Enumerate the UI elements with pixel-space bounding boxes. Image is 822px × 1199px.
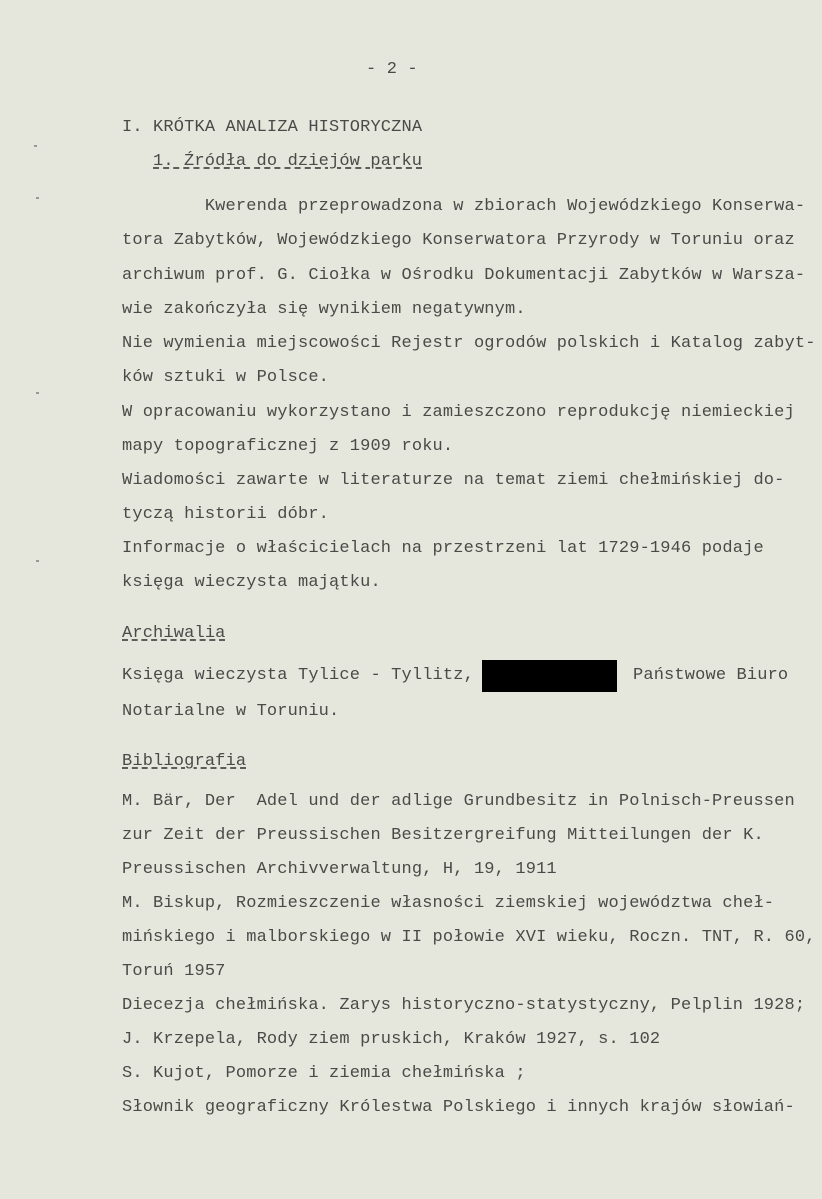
body-line: księga wieczysta majątku.	[122, 573, 381, 592]
body-line: Wiadomości zawarte w literaturze na temat ziemi chełmińskiej do-	[122, 471, 785, 490]
body-line: ków sztuki w Polsce.	[122, 368, 330, 387]
bibliography-line: zur Zeit der Preussischen Besitzergreifung Mitteilungen der K.	[122, 826, 764, 845]
bibliography-line: Toruń 1957	[122, 962, 226, 981]
margin-mark	[34, 145, 37, 147]
body-line: W opracowaniu wykorzystano i zamieszczono reprodukcję niemieckiej	[122, 403, 795, 422]
page-number: - 2 -	[366, 60, 418, 79]
body-line: archiwum prof. G. Ciołka w Ośrodku Dokumentacji Zabytków w Warsza-	[122, 266, 806, 285]
bibliography-line: mińskiego i malborskiego w II połowie XVI wieku, Roczn. TNT, R. 60,	[122, 928, 816, 947]
margin-mark	[36, 197, 39, 199]
body-line: Nie wymienia miejscowości Rejestr ogrodów polskich i Katalog zabyt-	[122, 334, 816, 353]
archiwalia-line: Państwowe Biuro	[633, 666, 789, 685]
subsection-heading: 1. Źródła do dziejów parku	[153, 152, 423, 171]
body-line: wie zakończyła się wynikiem negatywnym.	[122, 300, 526, 319]
margin-mark	[36, 392, 39, 394]
bibliography-line: Preussischen Archivverwaltung, H, 19, 1911	[122, 860, 557, 879]
archiwalia-line: Księga wieczysta Tylice - Tyllitz,	[122, 666, 474, 685]
body-line: Informacje o właścicielach na przestrzeni lat 1729-1946 podaje	[122, 539, 764, 558]
body-line: Kwerenda przeprowadzona w zbiorach Wojewódzkiego Konserwa-	[122, 197, 806, 216]
archiwalia-heading: Archiwalia	[122, 624, 226, 643]
redaction-box	[482, 660, 617, 692]
margin-mark	[36, 560, 39, 562]
archiwalia-line: Notarialne w Toruniu.	[122, 702, 340, 721]
bibliography-line: M. Bär, Der Adel und der adlige Grundbesitz in Polnisch-Preussen	[122, 792, 795, 811]
section-heading: I. KRÓTKA ANALIZA HISTORYCZNA	[122, 118, 423, 137]
bibliography-line: Słownik geograficzny Królestwa Polskiego i innych krajów słowiań-	[122, 1098, 795, 1117]
body-line: tora Zabytków, Wojewódzkiego Konserwatora Przyrody w Toruniu oraz	[122, 231, 795, 250]
bibliography-line: Diecezja chełmińska. Zarys historyczno-statystyczny, Pelplin 1928;	[122, 996, 806, 1015]
bibliography-line: S. Kujot, Pomorze i ziemia chełmińska ;	[122, 1064, 526, 1083]
body-line: mapy topograficznej z 1909 roku.	[122, 437, 454, 456]
bibliography-line: J. Krzepela, Rody ziem pruskich, Kraków 1927, s. 102	[122, 1030, 661, 1049]
bibliografia-heading: Bibliografia	[122, 752, 247, 771]
bibliography-line: M. Biskup, Rozmieszczenie własności ziemskiej województwa cheł-	[122, 894, 775, 913]
body-line: tyczą historii dóbr.	[122, 505, 330, 524]
